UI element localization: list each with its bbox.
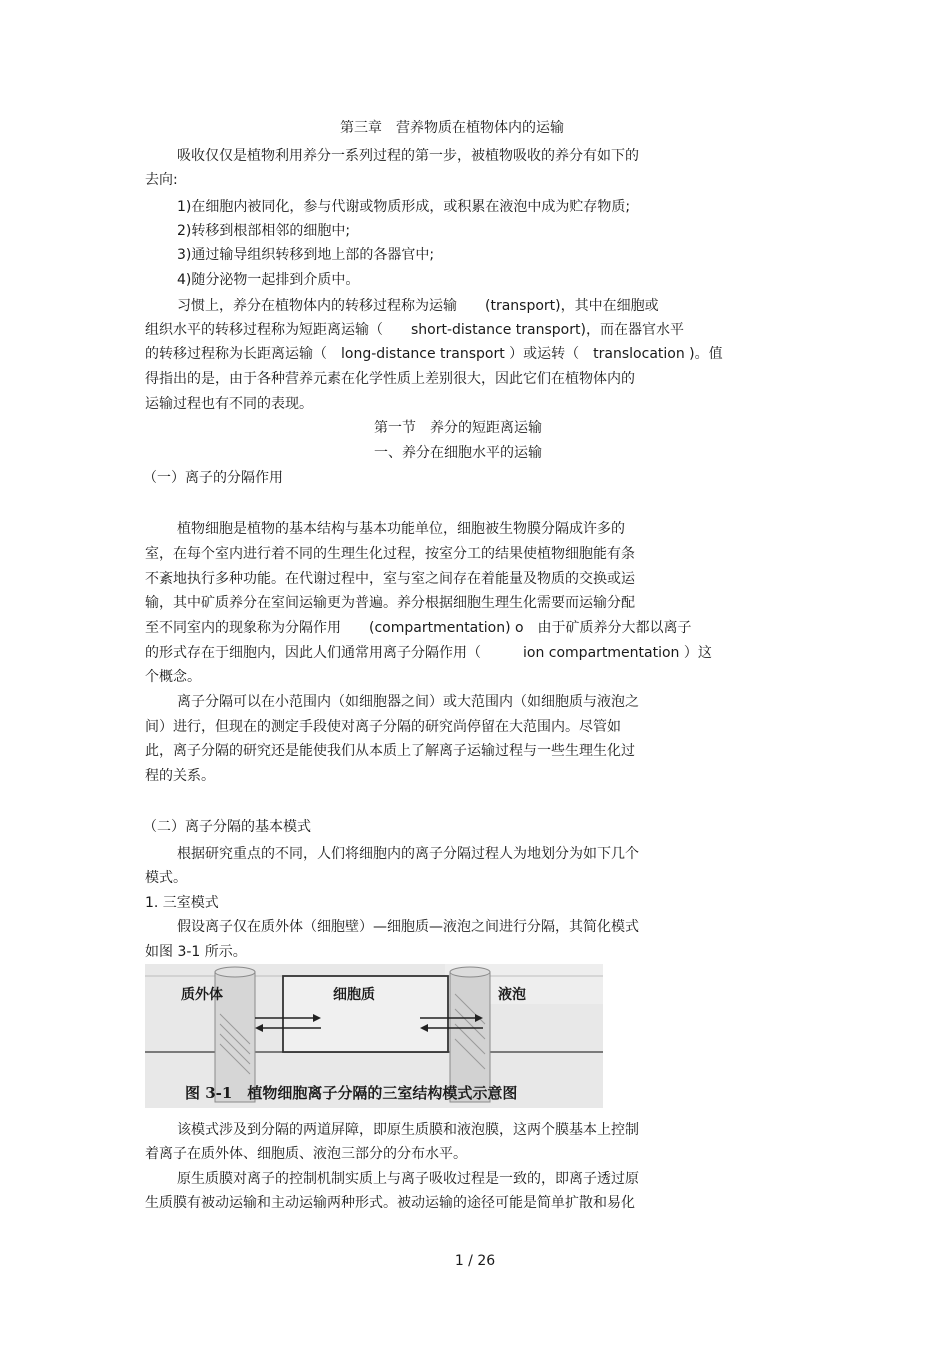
paragraph-line: 根据研究重点的不同，人们将细胞内的离子分隔过程人为地划分为如下几个 bbox=[177, 846, 639, 862]
paragraph-line: 程的关系。 bbox=[145, 768, 215, 784]
paragraph-line: 输，其中矿质养分在室间运输更为普遍。养分根据细胞生理生化需要而运输分配 bbox=[145, 595, 635, 611]
subsection-title: 一、养分在细胞水平的运输 bbox=[374, 445, 542, 461]
paragraph-line: 个概念。 bbox=[145, 669, 201, 685]
paragraph-line: 如图 3-1 所示。 bbox=[145, 944, 247, 960]
paragraph-line: 吸收仅仅是植物利用养分一系列过程的第一步，被植物吸收的养分有如下的 bbox=[177, 148, 639, 164]
heading: （二）离子分隔的基本模式 bbox=[143, 819, 311, 835]
figure-3-1 bbox=[145, 964, 603, 1108]
paragraph-line: 植物细胞是植物的基本结构与基本功能单位，细胞被生物膜分隔成许多的 bbox=[177, 521, 625, 537]
figure-caption: 图 3-1 植物细胞离子分隔的三室结构模式示意图 bbox=[185, 1084, 518, 1102]
list-item: 1)在细胞内被同化，参与代谢或物质形成，或积累在液泡中成为贮存物质; bbox=[177, 199, 631, 215]
label-cytoplasm: 细胞质 bbox=[333, 987, 375, 1003]
paragraph-line: 该模式涉及到分隔的两道屏障，即原生质膜和液泡膜，这两个膜基本上控制 bbox=[177, 1122, 639, 1138]
paragraph-line: 去向: bbox=[145, 172, 178, 188]
page-number: 1 / 26 bbox=[454, 1253, 496, 1269]
paragraph-line: 的转移过程称为长距离运输（ long-distance transport ）或运转（ translocation )。值 bbox=[145, 346, 723, 362]
paragraph-line: 组织水平的转移过程称为短距离运输（ short-distance transport)，而在器官水平 bbox=[145, 322, 684, 338]
section-title: 第一节 养分的短距离运输 bbox=[374, 420, 542, 436]
list-item: 4)随分泌物一起排到介质中。 bbox=[177, 272, 360, 288]
paragraph-line: 模式。 bbox=[145, 870, 187, 886]
paragraph-line: 不紊地执行多种功能。在代谢过程中，室与室之间存在着能量及物质的交换或运 bbox=[145, 571, 635, 587]
heading: （一）离子的分隔作用 bbox=[143, 470, 283, 486]
paragraph-line: 习惯上，养分在植物体内的转移过程称为运输 (transport)，其中在细胞或 bbox=[177, 298, 659, 314]
paragraph-line: 原生质膜对离子的控制机制实质上与离子吸收过程是一致的，即离子透过原 bbox=[177, 1171, 639, 1187]
paragraph-line: 假设离子仅在质外体（细胞壁）—细胞质—液泡之间进行分隔，其简化模式 bbox=[177, 919, 639, 935]
label-vacuole: 液泡 bbox=[498, 987, 526, 1003]
paragraph-line: 运输过程也有不同的表现。 bbox=[145, 396, 313, 412]
paragraph-line: 此，离子分隔的研究还是能使我们从本质上了解离子运输过程与一些生理生化过 bbox=[145, 743, 635, 759]
chapter-title: 第三章 营养物质在植物体内的运输 bbox=[340, 120, 564, 136]
paragraph-line: 间）进行，但现在的测定手段使对离子分隔的研究尚停留在大范围内。尽管如 bbox=[145, 719, 621, 735]
paragraph-line: 离子分隔可以在小范围内（如细胞器之间）或大范围内（如细胞质与液泡之 bbox=[177, 694, 639, 710]
paragraph-line: 生质膜有被动运输和主动运输两种形式。被动运输的途径可能是简单扩散和易化 bbox=[145, 1195, 635, 1211]
paragraph-line: 至不同室内的现象称为分隔作用 (compartmentation) o 由于矿质养分大都以离子 bbox=[145, 620, 692, 636]
paragraph-line: 的形式存在于细胞内，因此人们通常用离子分隔作用（ ion compartmentation ）这 bbox=[145, 645, 712, 661]
heading: 1. 三室模式 bbox=[145, 895, 219, 911]
list-item: 3)通过输导组织转移到地上部的各器官中; bbox=[177, 247, 435, 263]
paragraph-line: 着离子在质外体、细胞质、液泡三部分的分布水平。 bbox=[145, 1146, 467, 1162]
list-item: 2)转移到根部相邻的细胞中; bbox=[177, 223, 351, 239]
paragraph-line: 得指出的是，由于各种营养元素在化学性质上差别很大，因此它们在植物体内的 bbox=[145, 371, 635, 387]
label-apoplast: 质外体 bbox=[181, 987, 223, 1003]
paragraph-line: 室，在每个室内进行着不同的生理生化过程，按室分工的结果使植物细胞能有条 bbox=[145, 546, 635, 562]
